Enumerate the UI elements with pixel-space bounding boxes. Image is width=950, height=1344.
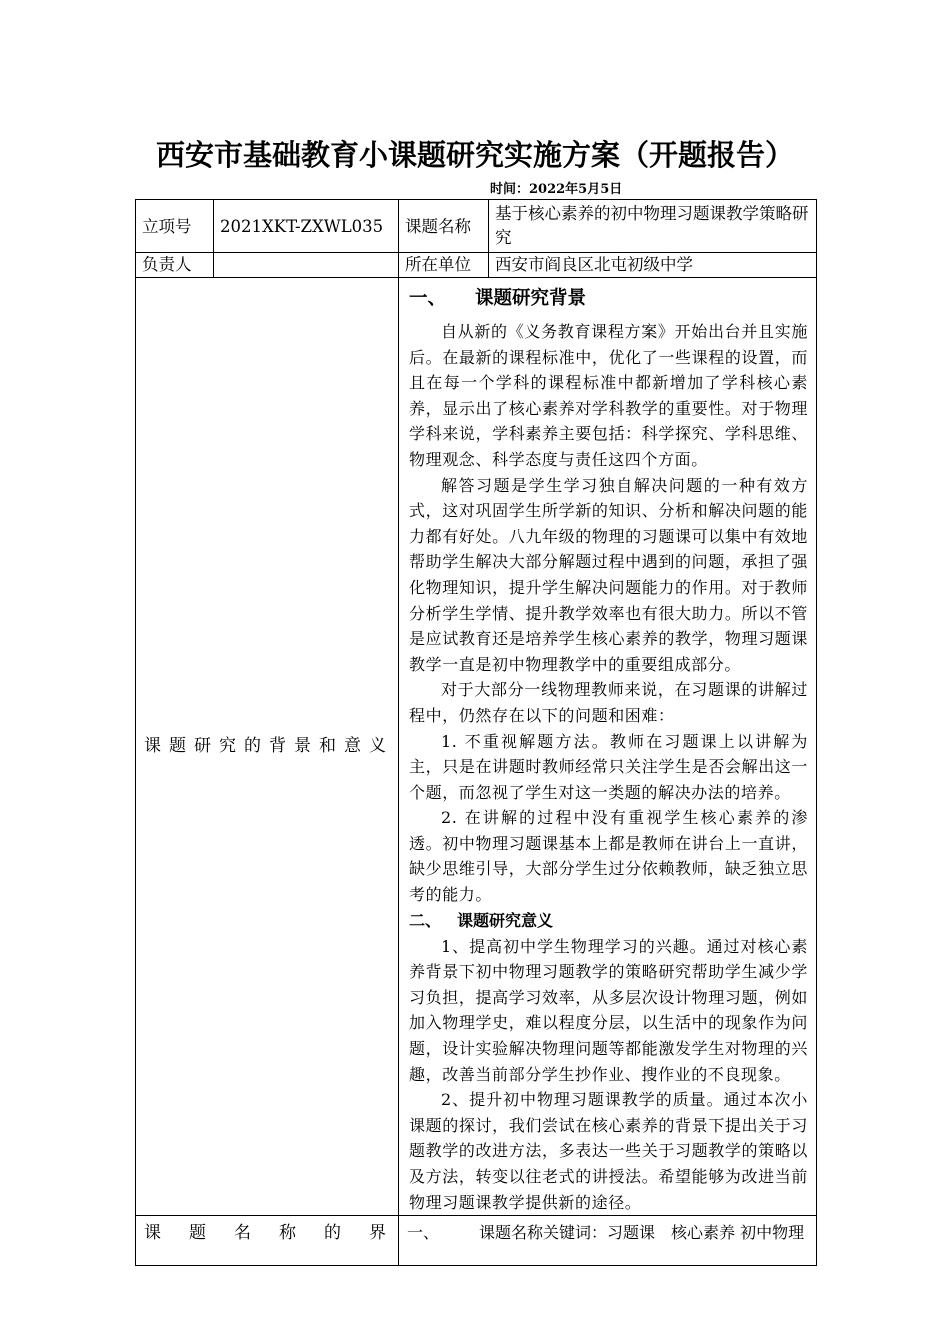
unit-value: 西安市阎良区北屯初级中学 [489,253,817,278]
proposal-form-table [135,199,817,1266]
section-heading-number: 一、 [409,288,447,309]
topic-label: 课题名称 [399,200,489,253]
section-heading-text: 课题研究背景 [475,288,587,309]
background-row [136,278,817,1216]
section-heading-significance [409,908,808,934]
paragraph: 1、提高初中学生物理学习的兴趣。通过对核心素养背景下初中物理习题教学的策略研究帮助学生减少学习负担，提高学习效率，从多层次设计物理习题，例如加入物理学史，难以程度分层，以生活中的现象作为问题，设计实验解决物理问题等都能激发学生对物理的兴趣，改善当前部分学生抄作业、搜作业的不良现象。 [409,936,808,1084]
header-row-2 [136,253,817,278]
page-title: 西安市基础教育小课题研究实施方案（开题报告） [155,138,794,172]
background-content-cell [399,278,817,1216]
paragraph: 对于大部分一线物理教师来说，在习题课的讲解过程中，仍然存在以下的问题和困难： [409,680,808,725]
leader-value [214,253,399,278]
report-date: 时间：2022年5月5日 [490,182,623,197]
background-side-cell [136,278,399,1216]
definition-row [136,1216,817,1266]
project-no-label: 立项号 [136,200,214,253]
definition-content-cell [399,1216,817,1266]
paragraph: 解答习题是学生学习独自解决问题的一种有效方式，这对巩固学生所学新的知识、分析和解决问题的能力都有好处。八九年级的物理的习题课可以集中有效地帮助学生解决大部分解题过程中遇到的问题，承担了强化物理知识，提升学生解决问题能力的作用。对于教师分析学生学情、提升教学效率也有很大助力。所以不管是应试教育还是培养学生核心素养的教学，物理习题课教学一直是初中物理教学中的重要组成部分。 [409,475,808,674]
definition-side-cell [136,1216,399,1266]
keywords-text: 课题名称关键词：习题课 核心素养 初中物理 [479,1223,805,1243]
unit-label: 所在单位 [399,253,489,278]
paragraph: 自从新的《义务教育课程方案》开始出台并且实施后。在最新的课程标准中，优化了一些课程的设置，而且在每一个学科的课程标准中都新增加了学科核心素养，显示出了核心素养对学科教学的重要性。对于物理学科来说，学科素养主要包括：科学探究、学科思维、物理观念、科学态度与责任这四个方面。 [409,322,808,469]
paragraph: 2. 在讲解的过程中没有重视学生核心素养的渗透。初中物理习题课基本上都是教师在讲台上一直讲，缺少思维引导，大部分学生过分依赖教师，缺乏独立思考的能力。 [409,808,808,905]
section-heading-background [409,286,808,312]
paragraph: 2、提升初中物理习题课教学的质量。通过本次小课题的探讨，我们尝试在核心素养的背景下提出关于习题教学的改进方法，多表达一些关于习题教学的策略以及方法，转变以往老式的讲授法。希望能够为改进当前物理习题课教学提供新的途径。 [409,1090,808,1212]
topic-value: 基于核心素养的初中物理习题课教学策略研究 [489,200,817,253]
keywords-line [407,1220,808,1246]
section-heading-text: 课题研究意义 [457,910,554,930]
header-row-1 [136,200,817,253]
project-no-value: 2021XKT-ZXWL035 [214,200,399,253]
paragraph: 1. 不重视解题方法。教师在习题课上以讲解为主，只是在讲题时教师经常只关注学生是否会解出这一个题，而忽视了学生对这一类题的解决办法的培养。 [409,731,808,802]
section-heading-number: 二、 [409,910,442,930]
definition-side-label: 课题名称的界 [144,1223,386,1244]
background-side-label: 课题研究的背景和意义 [144,736,386,757]
keywords-number: 一、 [407,1223,440,1243]
leader-label: 负责人 [136,253,214,278]
